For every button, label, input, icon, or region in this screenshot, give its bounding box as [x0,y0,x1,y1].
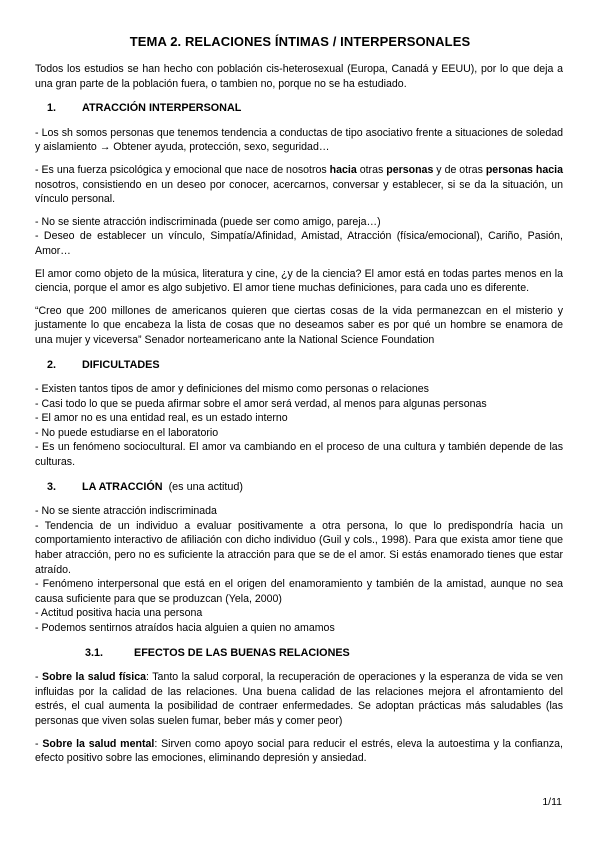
list-item: - Existen tantos tipos de amor y definiciones del mismo como personas o relaciones [35,383,429,396]
document-body [35,62,563,766]
section-title: DIFICULTADES [82,358,160,371]
paragraph-physical-health: - Sobre la salud física: Tanto la salud corporal, la recuperación de operaciones y la esperanza de vida se ven influidas por la calidad de las relaciones. Una buena calidad de las relaciones mejora el afrontamiento del estrés, el cual aumenta la posibilidad de contraer enfermedades. Se adoptan prácticas más saludables (las personas que viven solas suelen fumar, beber más y comer peor) [35,671,563,727]
list-item: - No puede estudiarse en el laboratorio [35,426,219,439]
section-title: EFECTOS DE LAS BUENAS RELACIONES [134,646,350,659]
section-subtitle: (es una actitud) [168,480,243,493]
section-title: LA ATRACCIÓN [82,480,163,493]
section-number: 1. [47,102,57,115]
section-number: 3. [47,480,57,493]
section-2-heading [35,358,563,373]
section-title: ATRACCIÓN INTERPERSONAL [82,102,242,115]
section-3-1-heading [35,646,563,661]
list-item: - Es un fenómeno sociocultural. El amor va cambiando en el proceso de una cultura y también depende de las culturas. [35,441,563,469]
section-3-heading [35,480,563,495]
paragraph-mental-health: - Sobre la salud mental: Sirven como apoyo social para reducir el estrés, eleva la autoestima y la confianza, efecto positivo sobre las emociones, eliminando depresión y ansiedad. [35,737,563,765]
paragraph: - Los sh somos personas que tenemos tendencia a conductas de tipo asociativo frente a situaciones de soledad y aislamiento → Obtener ayuda, protección, sexo, seguridad… [35,126,563,154]
paragraph: - No se siente atracción indiscriminada (puede ser como amigo, pareja…) [35,215,381,228]
paragraph: El amor como objeto de la música, literatura y cine, ¿y de la ciencia? El amor está en todas partes menos en la ciencia, porque el amor es algo subjetivo. El amor tiene muchas definiciones, para cada uno es diferente. [35,267,563,295]
page-number: 1/11 [542,796,562,808]
list-item: - Actitud positiva hacia una persona [35,607,203,620]
section-number: 3.1. [85,646,104,659]
paragraph: - Deseo de establecer un vínculo, Simpatía/Afinidad, Amistad, Atracción (física/emocional), Cariño, Pasión, Amor… [35,230,563,257]
list-item: - El amor no es una entidad real, es un estado interno [35,412,288,425]
section-number: 2. [47,358,57,371]
page-title: TEMA 2. RELACIONES ÍNTIMAS / INTERPERSONALES [129,34,471,49]
list-item: - No se siente atracción indiscriminada [35,505,217,518]
paragraph-attraction-force: - Es una fuerza psicológica y emocional que nace de nosotros hacia otras personas y de otras personas hacia nosotros, consistiendo en un deseo por conocer, acercarnos, conversar y establecer, si se da la situación, un vínculo personal. [35,163,563,206]
list-item: - Casi todo lo que se pueda afirmar sobre el amor será verdad, al menos para algunas personas [35,397,487,410]
intro-paragraph: Todos los estudios se han hecho con población cis-heterosexual (Europa, Canadá y EEUU), por lo que deja a una gran parte de la población fuera, o tambien no, porque no se ha estudiado. [35,63,563,90]
list-item: - Podemos sentirnos atraídos hacia alguien a quien no amamos [35,622,335,634]
section-1-heading [35,101,563,116]
quote-paragraph: “Creo que 200 millones de americanos quieren que ciertas cosas de la vida permanezcan en el misterio y justamente lo que encabeza la lista de cosas que no deseamos saber es por qué un hombre se enamora de una mujer y viceversa” Senador norteamericano ante la National Science Foundation [35,304,563,346]
list-item: - Fenómeno interpersonal que está en el origen del enamoramiento y también de la amistad, aunque no sea causa suficiente para que se produzcan (Yela, 2000) [35,578,563,605]
list-item: - Tendencia de un individuo a evaluar positivamente a otra persona, lo que lo predispondría hacia un comportamiento interactivo de afiliación con dicho individuo (Guil y cols., 1998). Para que exista amor tiene que haber atracción, pero no es suficiente la atracción para que se de el amor. Si estás enamorado tienes que estar atraído. [35,519,563,576]
